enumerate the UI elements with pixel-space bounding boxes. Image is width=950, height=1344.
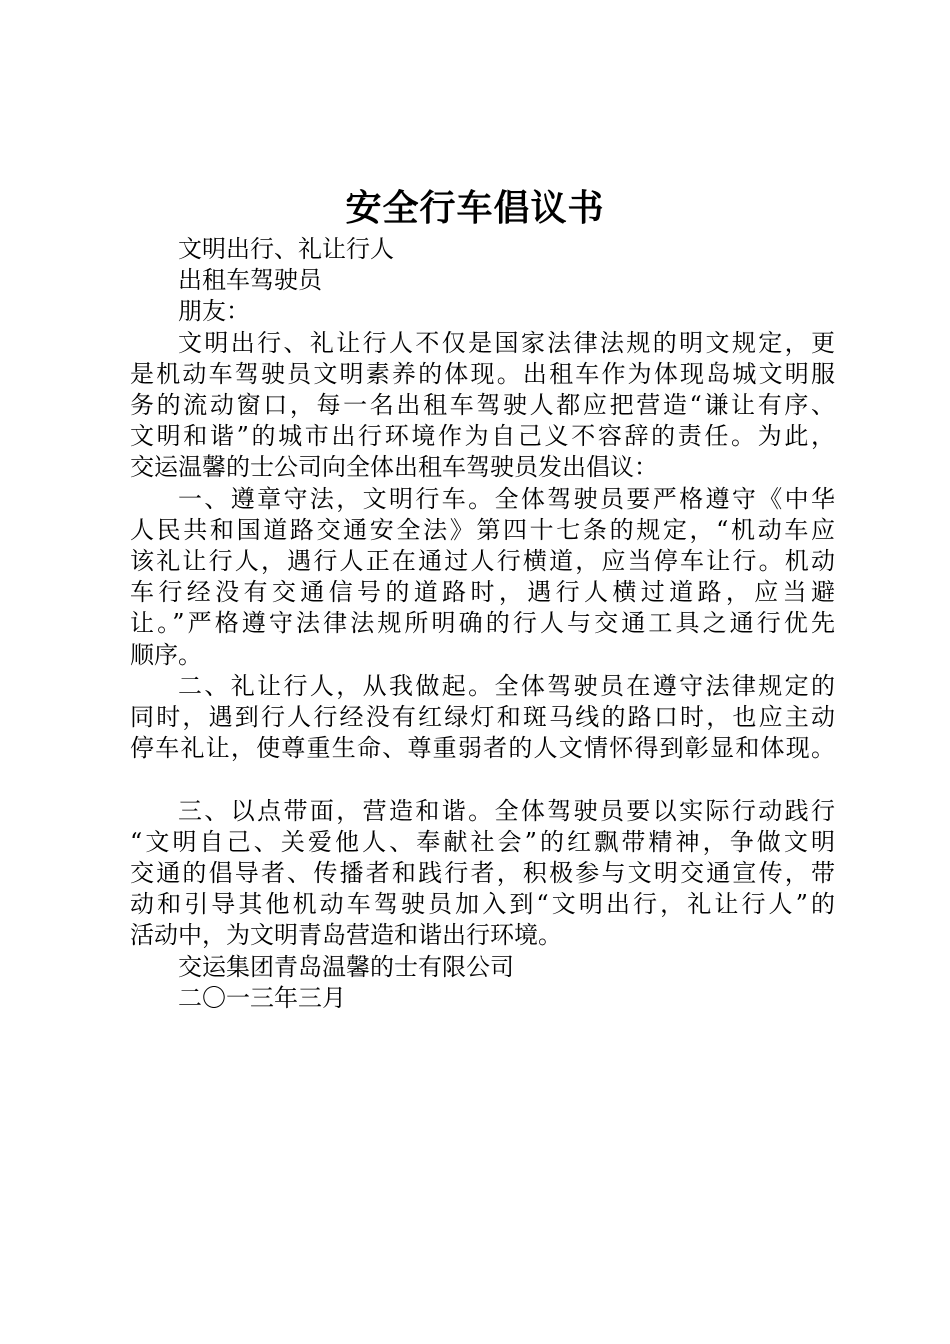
paragraph-line: 文明出行、礼让行人不仅是国家法律法规的明文规定，更 bbox=[178, 328, 835, 357]
paragraph-line: 车行经没有交通信号的道路时，遇行人横过道路，应当避 bbox=[130, 578, 835, 607]
paragraph-line: 是机动车驾驶员文明素养的体现。出租车作为体现岛城文明服 bbox=[130, 359, 835, 388]
paragraph-third-proposal bbox=[130, 796, 835, 952]
paragraph-line: 交通的倡导者、传播者和践行者，积极参与文明交通宣传，带 bbox=[130, 859, 835, 888]
paragraph-first-proposal bbox=[130, 484, 835, 671]
document-title: 安全行车倡议书 bbox=[345, 188, 605, 229]
signature-date: 二〇一三年三月 bbox=[178, 983, 346, 1012]
document-body bbox=[130, 234, 835, 1014]
paragraph-line: 三、以点带面，营造和谐。全体驾驶员要以实际行动践行 bbox=[178, 796, 835, 825]
header-line: 出租车驾驶员 bbox=[178, 266, 322, 295]
paragraph-second-proposal bbox=[130, 671, 835, 765]
paragraph-line: 停车礼让，使尊重生命、尊重弱者的人文情怀得到彰显和体现。 bbox=[130, 734, 835, 763]
paragraph-line: 务的流动窗口，每一名出租车驾驶人都应把营造“谦让有序、 bbox=[130, 391, 835, 420]
paragraph-line: “文明自己、关爱他人、奉献社会”的红飘带精神，争做文明 bbox=[130, 827, 835, 856]
paragraph-line: 一、遵章守法，文明行车。全体驾驶员要严格遵守《中华 bbox=[178, 484, 835, 513]
paragraph-line: 同时，遇到行人行经没有红绿灯和斑马线的路口时，也应主动 bbox=[130, 703, 835, 732]
blank-line bbox=[130, 764, 835, 795]
paragraph-line: 让。”严格遵守法律法规所明确的行人与交通工具之通行优先 bbox=[130, 609, 835, 638]
paragraph-line: 交运温馨的士公司向全体出租车驾驶员发出倡议： bbox=[130, 453, 658, 482]
paragraph-line: 人民共和国道路交通安全法》第四十七条的规定，“机动车应 bbox=[130, 515, 835, 544]
paragraph-line: 该礼让行人，遇行人正在通过人行横道，应当停车让行。机动 bbox=[130, 547, 835, 576]
paragraph-line: 二、礼让行人，从我做起。全体驾驶员在遵守法律规定的 bbox=[178, 671, 835, 700]
paragraph-line: 文明和谐”的城市出行环境作为自己义不容辞的责任。为此， bbox=[130, 422, 835, 451]
paragraph-line: 顺序。 bbox=[130, 640, 202, 669]
paragraph-intro bbox=[130, 328, 835, 484]
header-line: 朋友： bbox=[178, 297, 250, 326]
signature-organization: 交运集团青岛温馨的士有限公司 bbox=[178, 952, 514, 981]
paragraph-line: 活动中，为文明青岛营造和谐出行环境。 bbox=[130, 921, 562, 950]
header-line: 文明出行、礼让行人 bbox=[178, 235, 394, 263]
paragraph-line: 动和引导其他机动车驾驶员加入到“文明出行，礼让行人”的 bbox=[130, 890, 835, 919]
